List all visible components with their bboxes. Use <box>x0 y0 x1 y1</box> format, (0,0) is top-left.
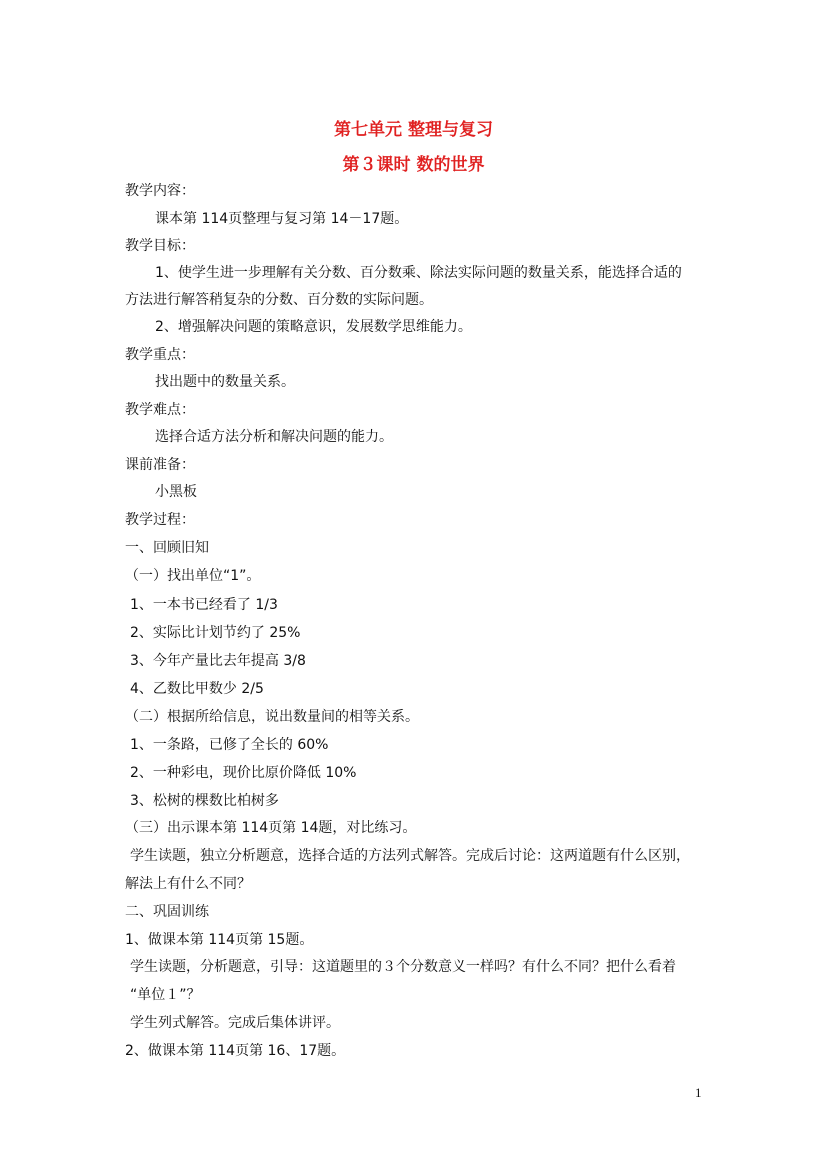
body-line: 小黑板 <box>155 484 197 500</box>
body-line: 学生读题，分析题意，引导：这道题里的３个分数意义一样吗？有什么不同？把什么看着 <box>130 959 676 975</box>
body-line: 选择合适方法分析和解决问题的能力。 <box>155 429 393 445</box>
section-heading: 教学内容： <box>125 183 195 199</box>
body-line: 2、实际比计划节约了 25% <box>130 625 301 641</box>
section-heading: 教学难点： <box>125 402 195 418</box>
section-heading: 教学目标： <box>125 238 195 254</box>
section-heading: 课前准备： <box>125 457 195 473</box>
body-line: 方法进行解答稍复杂的分数、百分数的实际问题。 <box>125 292 433 308</box>
body-line: （一）找出单位“1”。 <box>125 568 261 584</box>
body-line: 1、做课本第 114页第 15题。 <box>125 932 314 948</box>
body-line: 2、做课本第 114页第 16、17题。 <box>125 1043 346 1059</box>
body-line: 课本第 114页整理与复习第 14－17题。 <box>155 211 409 227</box>
page-number: 1 <box>695 1085 702 1100</box>
body-line: 3、松树的棵数比柏树多 <box>130 793 279 809</box>
body-line: 2、增强解决问题的策略意识，发展数学思维能力。 <box>155 319 472 335</box>
body-line: “单位１”？ <box>130 987 201 1003</box>
body-line: 1、使学生进一步理解有关分数、百分数乘、除法实际问题的数量关系，能选择合适的 <box>155 265 682 281</box>
body-line: 解法上有什么不同？ <box>125 876 251 892</box>
section-heading: 教学过程： <box>125 512 195 528</box>
body-line: 1、一条路，已修了全长的 60% <box>130 737 329 753</box>
body-line: 学生列式解答。完成后集体讲评。 <box>130 1015 340 1031</box>
body-line: （三）出示课本第 114页第 14题，对比练习。 <box>125 820 417 836</box>
body-line: 1、一本书已经看了 1/3 <box>130 597 278 613</box>
body-line: 4、乙数比甲数少 2/5 <box>130 681 264 697</box>
body-line: 一、回顾旧知 <box>125 540 209 556</box>
body-line: 找出题中的数量关系。 <box>155 374 295 390</box>
document-subtitle: 第３课时 数的世界 <box>342 155 485 175</box>
body-line: （二）根据所给信息，说出数量间的相等关系。 <box>125 709 419 725</box>
body-line: 学生读题，独立分析题意，选择合适的方法列式解答。完成后讨论：这两道题有什么区别， <box>130 848 690 864</box>
body-line: 3、今年产量比去年提高 3/8 <box>130 653 306 669</box>
document-title: 第七单元 整理与复习 <box>334 120 493 140</box>
body-line: 2、一种彩电，现价比原价降低 10% <box>130 765 357 781</box>
section-heading: 教学重点： <box>125 347 195 363</box>
body-line: 二、巩固训练 <box>125 904 209 920</box>
